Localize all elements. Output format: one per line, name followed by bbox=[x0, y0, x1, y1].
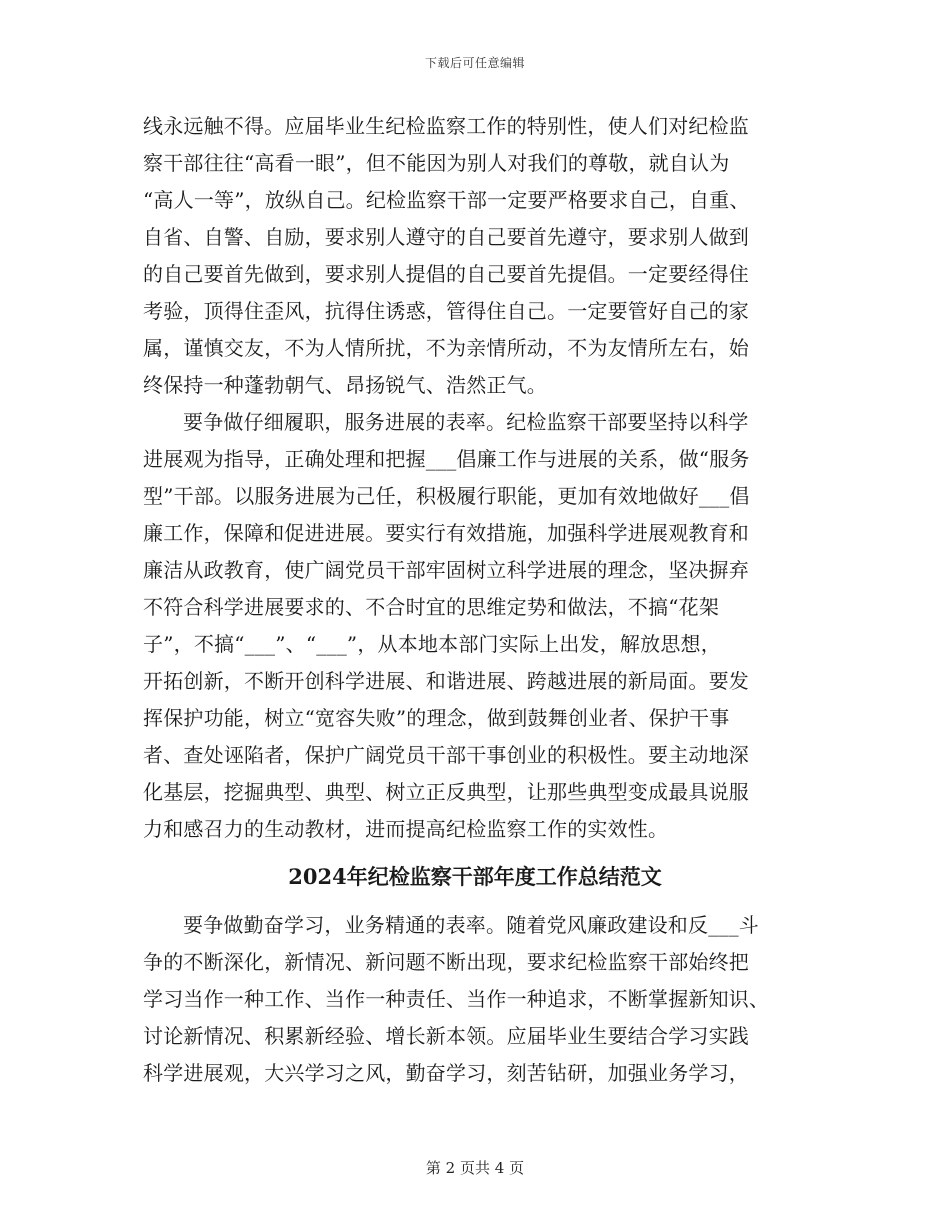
paragraph-line: 学习当作一种工作、当作一种责任、当作一种追求，不断掌握新知识、 bbox=[143, 987, 770, 1011]
paragraph-line: 要争做仔细履职，服务进展的表率。纪检监察干部要坚持以科学 bbox=[183, 410, 749, 434]
paragraph-line: 廉洁从政教育，使广阔党员干部牢固树立科学进展的理念，坚决摒弃 bbox=[143, 558, 749, 582]
paragraph-line: 子”，不搞“___”、“___”，从本地本部门实际上出发，解放思想， bbox=[143, 632, 721, 656]
paragraph-line: 开拓创新，不断开创科学进展、和谐进展、跨越进展的新局面。要发 bbox=[143, 669, 749, 693]
paragraph-line: 的自己要首先做到，要求别人提倡的自己要首先提倡。一定要经得住 bbox=[143, 262, 749, 286]
paragraph-line: 争的不断深化，新情况、新问题不断出现，要求纪检监察干部始终把 bbox=[143, 950, 749, 974]
section-heading: 2024年纪检监察干部年度工作总结范文 bbox=[288, 864, 662, 889]
paragraph-line: 属，谨慎交友，不为人情所扰，不为亲情所动，不为友情所左右，始 bbox=[143, 336, 749, 360]
paragraph-line: 终保持一种蓬勃朝气、昂扬锐气、浩然正气。 bbox=[143, 373, 547, 397]
paragraph-line: 线永远触不得。应届毕业生纪检监察工作的特别性，使人们对纪检监 bbox=[143, 114, 749, 138]
paragraph-line: 考验，顶得住歪风，抗得住诱惑，管得住自己。一定要管好自己的家 bbox=[143, 299, 749, 323]
paragraph-line: 化基层，挖掘典型、典型、树立正反典型，让那些典型变成最具说服 bbox=[143, 780, 749, 804]
paragraph-line: 讨论新情况、积累新经验、增长新本领。应届毕业生要结合学习实践 bbox=[143, 1024, 749, 1048]
paragraph-line: “高人一等”，放纵自己。纪检监察干部一定要严格要求自己，自重、 bbox=[143, 188, 750, 212]
paragraph-line: 挥保护功能，树立“宽容失败”的理念，做到鼓舞创业者、保护干事 bbox=[143, 706, 730, 730]
paragraph-line: 型”干部。以服务进展为己任，积极履行职能，更加有效地做好___倡 bbox=[143, 484, 750, 508]
page-footer: 第 2 页共 4 页 bbox=[425, 1159, 525, 1177]
paragraph-line: 进展观为指导，正确处理和把握___倡廉工作与进展的关系，做“服务 bbox=[143, 447, 750, 471]
paragraph-line: 廉工作，保障和促进进展。要实行有效措施，加强科学进展观教育和 bbox=[143, 521, 749, 545]
paragraph-line: 自省、自警、自励，要求别人遵守的自己要首先遵守，要求别人做到 bbox=[143, 225, 749, 249]
paragraph-line: 者、查处诬陷者，保护广阔党员干部干事创业的积极性。要主动地深 bbox=[143, 743, 749, 767]
paragraph-line: 要争做勤奋学习，业务精通的表率。随着党风廉政建设和反___斗 bbox=[183, 913, 759, 937]
paragraph-line: 不符合科学进展要求的、不合时宜的思维定势和做法，不搞“花架 bbox=[143, 595, 720, 619]
paragraph-line: 力和感召力的生动教材，进而提高纪检监察工作的实效性。 bbox=[143, 817, 669, 841]
page-header: 下载后可任意编辑 bbox=[424, 56, 525, 70]
paragraph-line: 察干部往往“高看一眼”，但不能因为别人对我们的尊敬，就自认为 bbox=[143, 151, 730, 175]
paragraph-line: 科学进展观，大兴学习之风，勤奋学习，刻苦钻研，加强业务学习， bbox=[143, 1061, 749, 1085]
